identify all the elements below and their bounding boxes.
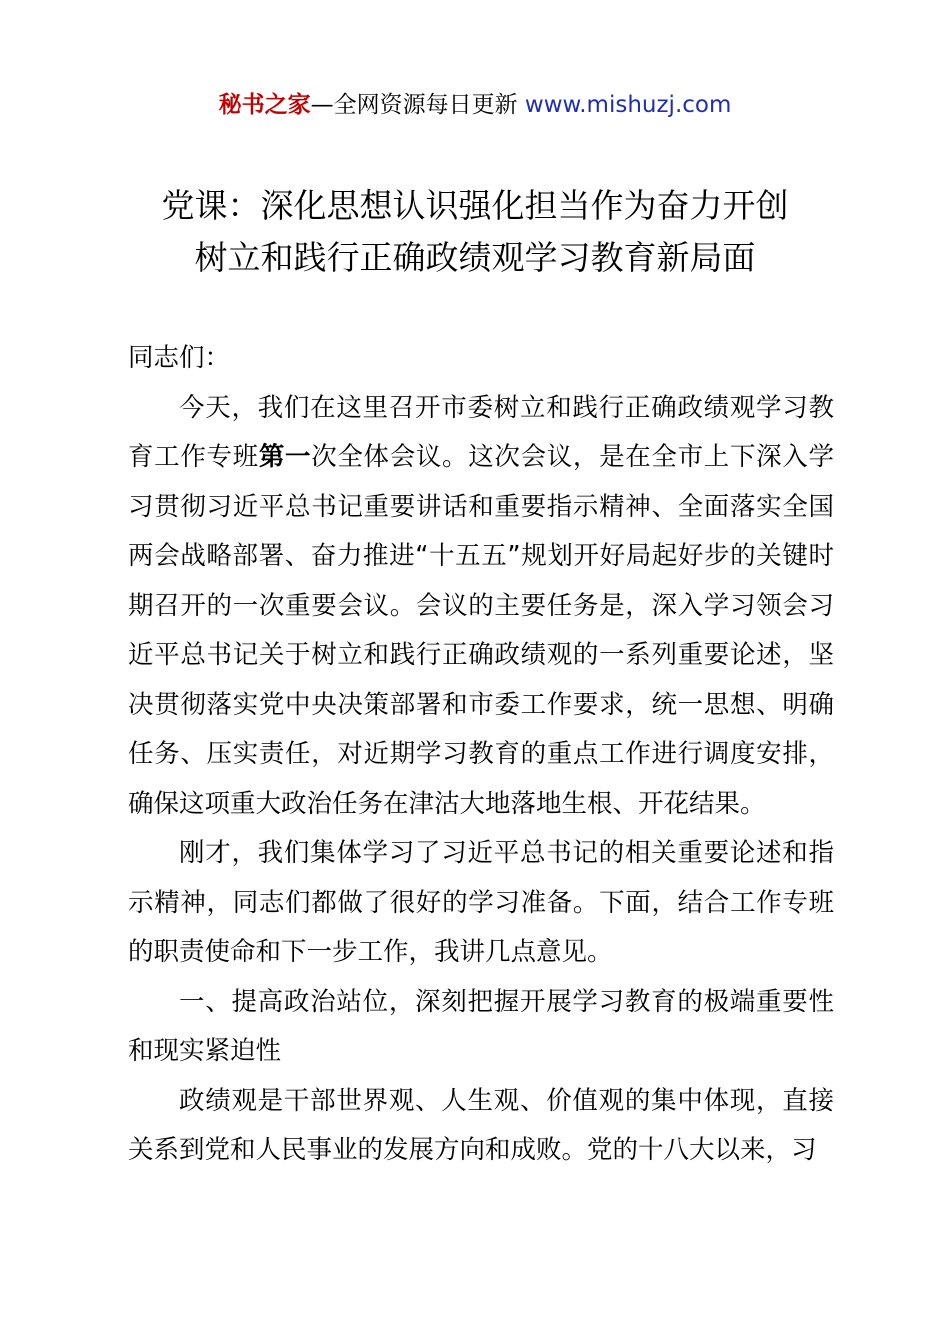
section-heading-1: 一、提高政治站位，深刻把握开展学习教育的极端重要性和现实紧迫性: [128, 986, 834, 1066]
paragraph-1-end: 次全体会议。这次会议，是在全市上下深入学习贯彻习近平总书记重要讲话和重要指示精神、全面落实全国两会战略部署、奋力推进“十五五”规划开好局起好步的关键时期召开的一次重要会议。会议的主要任务是，深入学习领会习近平总书记关于树立和践行正确政绩观的一系列重要论述，坚决贯彻落实党中央决策部署和市委工作要求，统一思想、明确任务、压实责任，对近期学习教育的重点工作进行调度安排，确保这项重大政治任务在津沽大地落地生根、开花结果。: [128, 442, 834, 819]
site-header: [0, 88, 950, 122]
greeting: 同志们：: [128, 343, 231, 373]
paragraph-1-emphasis: 第一: [258, 442, 312, 472]
site-url-link[interactable]: www.mishuzj.com: [524, 92, 732, 118]
site-tagline: —全网资源每日更新: [310, 92, 525, 118]
paragraph-3: 政绩观是干部世界观、人生观、价值观的集中体现，直接关系到党和人民事业的发展方向和成败。党的十八大以来，习: [128, 1085, 834, 1165]
paragraph-2: 刚才，我们集体学习了习近平总书记的相关重要论述和指示精神，同志们都做了很好的学习准备。下面，结合工作专班的职责使命和下一步工作，我讲几点意见。: [128, 838, 834, 967]
title-line-1: 党课：深化思想认识强化担当作为奋力开创: [161, 186, 789, 225]
paragraph-1: [128, 384, 834, 830]
title-line-2: 树立和践行正确政绩观学习教育新局面: [194, 238, 756, 277]
document-title: [0, 180, 950, 284]
paragraph-1-start: 今天，我们在这里召开市委树立和践行正确政绩观学习教育工作专班: [128, 392, 834, 472]
document-body: [128, 334, 834, 1176]
site-brand: 秘书之家: [218, 92, 311, 118]
